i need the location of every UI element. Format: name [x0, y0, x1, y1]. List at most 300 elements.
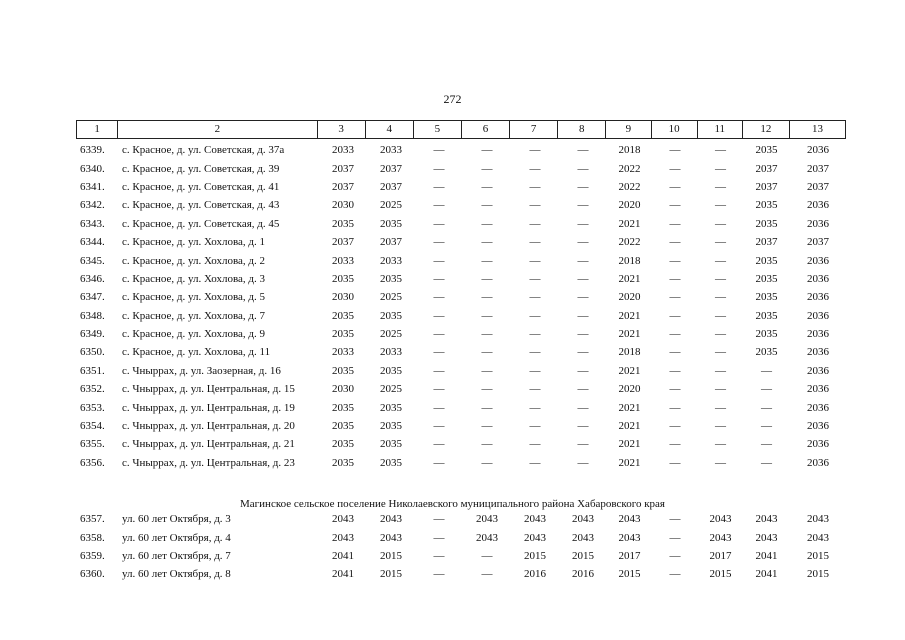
year-cell: —	[481, 346, 493, 359]
year-cell: —	[577, 346, 589, 359]
year-cell: 2033	[332, 144, 354, 157]
year-cell: —	[433, 291, 445, 304]
table-row	[76, 510, 846, 528]
year-cell: 2036	[807, 309, 829, 322]
year-cell: 2018	[618, 346, 641, 359]
year-cell: —	[577, 217, 589, 230]
year-cell: —	[669, 328, 681, 341]
year-cell: 2037	[755, 236, 778, 249]
column-header-6: 6	[461, 121, 509, 138]
year-cell: 2033	[332, 346, 354, 359]
year-cell: —	[481, 438, 493, 451]
year-cell: 2037	[332, 236, 354, 249]
year-cell: 2043	[332, 531, 354, 544]
year-cell: —	[761, 456, 772, 469]
year-cell: —	[529, 420, 541, 433]
year-cell: 2037	[380, 162, 402, 175]
table-row	[76, 159, 846, 177]
year-cell: —	[433, 144, 445, 157]
address-cell: с. Чныррах, д. ул. Заозерная, д. 16	[122, 364, 281, 377]
row-number: 6356.	[80, 456, 105, 469]
row-number: 6352.	[80, 383, 105, 396]
year-cell: —	[529, 291, 541, 304]
section-title: Магинское сельское поселение Николаевского муниципального района Хабаровского края	[240, 498, 665, 510]
year-cell: 2035	[380, 456, 402, 469]
year-cell: 2021	[618, 272, 641, 285]
year-cell: —	[481, 254, 493, 267]
year-cell: —	[577, 438, 589, 451]
table-row	[76, 215, 846, 233]
row-number: 6339.	[80, 144, 105, 157]
year-cell: —	[577, 180, 589, 193]
year-cell: —	[529, 236, 541, 249]
table-row	[76, 454, 846, 472]
year-cell: —	[715, 328, 726, 341]
year-cell: —	[577, 456, 589, 469]
year-cell: —	[529, 328, 541, 341]
address-cell: ул. 60 лет Октября, д. 3	[122, 513, 231, 526]
table-row	[76, 325, 846, 343]
year-cell: 2035	[755, 217, 778, 230]
row-number: 6358.	[80, 531, 105, 544]
row-number: 6353.	[80, 401, 105, 414]
year-cell: —	[529, 401, 541, 414]
year-cell: 2036	[807, 364, 829, 377]
year-cell: 2035	[332, 438, 354, 451]
year-cell: —	[481, 199, 493, 212]
column-header-12: 12	[742, 121, 789, 138]
year-cell: 2043	[807, 531, 829, 544]
year-cell: —	[481, 549, 493, 562]
row-number: 6359.	[80, 549, 105, 562]
address-cell: с. Красное, д. ул. Хохлова, д. 3	[122, 272, 265, 285]
year-cell: —	[715, 364, 726, 377]
year-cell: —	[669, 309, 681, 322]
year-cell: —	[761, 438, 772, 451]
year-cell: 2043	[572, 513, 594, 526]
year-cell: 2017	[709, 549, 732, 562]
year-cell: —	[669, 513, 681, 526]
year-cell: —	[481, 401, 493, 414]
year-cell: 2030	[332, 199, 354, 212]
year-cell: —	[577, 291, 589, 304]
year-cell: —	[669, 346, 681, 359]
table-row	[76, 528, 846, 546]
year-cell: 2043	[755, 513, 778, 526]
year-cell: —	[715, 291, 726, 304]
table-row	[76, 362, 846, 380]
year-cell: —	[529, 438, 541, 451]
year-cell: 2043	[332, 513, 354, 526]
year-cell: —	[433, 420, 445, 433]
year-cell: 2036	[807, 272, 829, 285]
year-cell: —	[669, 568, 681, 581]
year-cell: 2035	[755, 272, 778, 285]
address-cell: с. Красное, д. ул. Хохлова, д. 5	[122, 291, 265, 304]
year-cell: 2035	[755, 254, 778, 267]
year-cell: 2043	[572, 531, 594, 544]
year-cell: —	[433, 217, 445, 230]
year-cell: 2018	[618, 144, 641, 157]
year-cell: —	[761, 401, 772, 414]
year-cell: —	[433, 199, 445, 212]
year-cell: —	[433, 364, 445, 377]
year-cell: —	[433, 328, 445, 341]
year-cell: —	[669, 217, 681, 230]
year-cell: 2035	[332, 420, 354, 433]
year-cell: 2035	[332, 401, 354, 414]
year-cell: —	[577, 420, 589, 433]
year-cell: —	[433, 254, 445, 267]
address-cell: с. Красное, д. ул. Советская, д. 41	[122, 180, 280, 193]
year-cell: —	[669, 401, 681, 414]
year-cell: —	[715, 180, 726, 193]
year-cell: 2035	[332, 217, 354, 230]
table-row	[76, 270, 846, 288]
year-cell: 2037	[807, 236, 829, 249]
row-number: 6342.	[80, 199, 105, 212]
year-cell: —	[529, 346, 541, 359]
table-row	[76, 196, 846, 214]
row-number: 6346.	[80, 272, 105, 285]
address-cell: ул. 60 лет Октября, д. 7	[122, 549, 231, 562]
year-cell: —	[433, 162, 445, 175]
year-cell: —	[577, 328, 589, 341]
year-cell: —	[481, 456, 493, 469]
year-cell: 2035	[380, 401, 402, 414]
year-cell: —	[577, 199, 589, 212]
column-header-5: 5	[413, 121, 461, 138]
year-cell: —	[529, 144, 541, 157]
year-cell: 2036	[807, 217, 829, 230]
year-cell: —	[761, 364, 772, 377]
year-cell: 2030	[332, 291, 354, 304]
year-cell: —	[715, 272, 726, 285]
year-cell: —	[715, 309, 726, 322]
year-cell: 2041	[755, 568, 778, 581]
table-row	[76, 178, 846, 196]
row-number: 6347.	[80, 291, 105, 304]
year-cell: 2035	[380, 309, 402, 322]
column-header-10: 10	[651, 121, 697, 138]
year-cell: 2035	[755, 291, 778, 304]
year-cell: 2033	[380, 346, 402, 359]
year-cell: 2043	[380, 513, 402, 526]
address-cell: с. Красное, д. ул. Хохлова, д. 11	[122, 346, 271, 359]
year-cell: —	[433, 438, 445, 451]
year-cell: —	[529, 180, 541, 193]
year-cell: —	[481, 383, 493, 396]
year-cell: —	[433, 180, 445, 193]
year-cell: 2036	[807, 291, 829, 304]
year-cell: 2025	[380, 291, 402, 304]
row-number: 6349.	[80, 328, 105, 341]
year-cell: 2022	[618, 236, 641, 249]
year-cell: —	[481, 144, 493, 157]
table-row	[76, 343, 846, 361]
year-cell: 2033	[380, 254, 402, 267]
year-cell: 2015	[709, 568, 732, 581]
year-cell: 2043	[476, 531, 498, 544]
row-number: 6355.	[80, 438, 105, 451]
address-cell: с. Красное, д. ул. Советская, д. 45	[122, 217, 280, 230]
year-cell: 2035	[755, 328, 778, 341]
year-cell: 2020	[618, 199, 641, 212]
year-cell: 2036	[807, 438, 829, 451]
page-number: 272	[443, 92, 462, 106]
year-cell: —	[715, 217, 726, 230]
year-cell: —	[715, 199, 726, 212]
year-cell: 2033	[380, 144, 402, 157]
year-cell: —	[761, 383, 772, 396]
year-cell: —	[529, 217, 541, 230]
year-cell: 2037	[332, 162, 354, 175]
column-header-8: 8	[557, 121, 605, 138]
year-cell: —	[577, 162, 589, 175]
year-cell: —	[669, 531, 681, 544]
year-cell: 2035	[332, 309, 354, 322]
year-cell: 2020	[618, 383, 641, 396]
table-row	[76, 251, 846, 269]
year-cell: 2036	[807, 346, 829, 359]
address-cell: с. Красное, д. ул. Советская, д. 39	[122, 162, 280, 175]
year-cell: —	[715, 401, 726, 414]
year-cell: —	[577, 383, 589, 396]
address-cell: ул. 60 лет Октября, д. 4	[122, 531, 231, 544]
year-cell: 2036	[807, 199, 829, 212]
table-body-second	[76, 510, 846, 584]
year-cell: 2036	[807, 456, 829, 469]
year-cell: —	[433, 272, 445, 285]
table-row	[76, 307, 846, 325]
year-cell: —	[669, 364, 681, 377]
year-cell: —	[433, 549, 445, 562]
year-cell: 2037	[807, 180, 829, 193]
year-cell: 2036	[807, 383, 829, 396]
row-number: 6341.	[80, 180, 105, 193]
year-cell: 2035	[755, 144, 778, 157]
year-cell: —	[669, 383, 681, 396]
table-row	[76, 233, 846, 251]
year-cell: 2035	[755, 199, 778, 212]
year-cell: 2021	[618, 438, 641, 451]
year-cell: 2043	[709, 531, 732, 544]
table-row	[76, 288, 846, 306]
year-cell: —	[715, 144, 726, 157]
year-cell: 2021	[618, 309, 641, 322]
year-cell: —	[669, 254, 681, 267]
year-cell: 2035	[755, 309, 778, 322]
year-cell: —	[433, 309, 445, 322]
column-header-1: 1	[94, 123, 100, 135]
table-row	[76, 398, 846, 416]
year-cell: 2035	[380, 364, 402, 377]
year-cell: 2035	[380, 272, 402, 285]
year-cell: —	[669, 272, 681, 285]
year-cell: —	[669, 420, 681, 433]
year-cell: 2043	[618, 513, 641, 526]
address-cell: с. Чныррах, д. ул. Центральная, д. 20	[122, 420, 295, 433]
address-cell: с. Красное, д. ул. Хохлова, д. 9	[122, 328, 265, 341]
address-cell: с. Красное, д. ул. Хохлова, д. 7	[122, 309, 265, 322]
year-cell: 2037	[380, 180, 402, 193]
year-cell: —	[715, 438, 726, 451]
year-cell: 2015	[618, 568, 641, 581]
year-cell: 2020	[618, 291, 641, 304]
year-cell: —	[715, 254, 726, 267]
address-cell: ул. 60 лет Октября, д. 8	[122, 568, 231, 581]
year-cell: 2015	[524, 549, 546, 562]
address-cell: с. Чныррах, д. ул. Центральная, д. 15	[122, 383, 295, 396]
year-cell: 2016	[524, 568, 546, 581]
year-cell: —	[481, 420, 493, 433]
year-cell: 2021	[618, 401, 641, 414]
year-cell: 2035	[380, 217, 402, 230]
address-cell: с. Красное, д. ул. Хохлова, д. 2	[122, 254, 265, 267]
year-cell: 2035	[380, 438, 402, 451]
year-cell: —	[433, 513, 445, 526]
year-cell: 2015	[572, 549, 594, 562]
year-cell: —	[529, 199, 541, 212]
year-cell: 2021	[618, 456, 641, 469]
year-cell: —	[433, 568, 445, 581]
column-header-4: 4	[365, 121, 413, 138]
column-header-11: 11	[697, 121, 742, 138]
year-cell: 2037	[332, 180, 354, 193]
year-cell: —	[669, 236, 681, 249]
year-cell: 2021	[618, 420, 641, 433]
year-cell: —	[669, 438, 681, 451]
year-cell: —	[669, 144, 681, 157]
year-cell: 2043	[524, 513, 546, 526]
year-cell: 2043	[807, 513, 829, 526]
year-cell: 2022	[618, 162, 641, 175]
row-number: 6343.	[80, 217, 105, 230]
year-cell: —	[481, 217, 493, 230]
year-cell: —	[715, 383, 726, 396]
year-cell: 2015	[807, 549, 829, 562]
year-cell: 2017	[618, 549, 641, 562]
year-cell: —	[529, 272, 541, 285]
year-cell: 2025	[380, 199, 402, 212]
address-cell: с. Красное, д. ул. Хохлова, д. 1	[122, 236, 265, 249]
year-cell: 2037	[755, 180, 778, 193]
year-cell: 2036	[807, 144, 829, 157]
year-cell: —	[577, 236, 589, 249]
year-cell: 2041	[755, 549, 778, 562]
row-number: 6348.	[80, 309, 105, 322]
year-cell: 2016	[572, 568, 594, 581]
year-cell: 2036	[807, 254, 829, 267]
year-cell: —	[715, 162, 726, 175]
address-cell: с. Чныррах, д. ул. Центральная, д. 19	[122, 401, 295, 414]
row-number: 6350.	[80, 346, 105, 359]
year-cell: 2021	[618, 217, 641, 230]
year-cell: 2036	[807, 328, 829, 341]
year-cell: —	[669, 291, 681, 304]
row-number: 6360.	[80, 568, 105, 581]
year-cell: —	[433, 383, 445, 396]
row-number: 6340.	[80, 162, 105, 175]
column-header-13: 13	[789, 121, 845, 138]
year-cell: 2043	[618, 531, 641, 544]
year-cell: —	[529, 309, 541, 322]
year-cell: 2021	[618, 328, 641, 341]
year-cell: 2037	[380, 236, 402, 249]
year-cell: —	[577, 309, 589, 322]
column-header-3: 3	[317, 121, 365, 138]
year-cell: —	[433, 456, 445, 469]
year-cell: —	[761, 420, 772, 433]
year-cell: —	[669, 180, 681, 193]
year-cell: 2025	[380, 383, 402, 396]
year-cell: 2043	[476, 513, 498, 526]
year-cell: —	[577, 144, 589, 157]
year-cell: —	[481, 364, 493, 377]
table-row	[76, 380, 846, 398]
year-cell: —	[577, 254, 589, 267]
year-cell: —	[669, 549, 681, 562]
year-cell: 2043	[755, 531, 778, 544]
row-number: 6344.	[80, 236, 105, 249]
year-cell: 2015	[807, 568, 829, 581]
year-cell: —	[433, 346, 445, 359]
year-cell: —	[481, 272, 493, 285]
table-row	[76, 417, 846, 435]
year-cell: —	[577, 401, 589, 414]
year-cell: 2041	[332, 568, 354, 581]
row-number: 6351.	[80, 364, 105, 377]
year-cell: —	[433, 401, 445, 414]
year-cell: 2035	[755, 346, 778, 359]
year-cell: —	[669, 456, 681, 469]
year-cell: —	[715, 456, 726, 469]
year-cell: —	[481, 291, 493, 304]
year-cell: 2043	[524, 531, 546, 544]
year-cell: —	[669, 162, 681, 175]
year-cell: —	[529, 162, 541, 175]
row-number: 6357.	[80, 513, 105, 526]
column-header-9: 9	[605, 121, 650, 138]
table-header	[76, 120, 846, 139]
year-cell: 2035	[332, 364, 354, 377]
address-cell: с. Красное, д. ул. Советская, д. 43	[122, 199, 280, 212]
year-cell: —	[577, 272, 589, 285]
year-cell: 2025	[380, 328, 402, 341]
year-cell: 2043	[380, 531, 402, 544]
year-cell: —	[577, 364, 589, 377]
year-cell: —	[433, 531, 445, 544]
year-cell: 2022	[618, 180, 641, 193]
year-cell: —	[481, 162, 493, 175]
year-cell: 2015	[380, 568, 402, 581]
address-cell: с. Чныррах, д. ул. Центральная, д. 21	[122, 438, 295, 451]
year-cell: 2035	[380, 420, 402, 433]
column-header-2: 2	[117, 121, 316, 138]
year-cell: —	[715, 420, 726, 433]
year-cell: 2037	[807, 162, 829, 175]
year-cell: 2037	[755, 162, 778, 175]
year-cell: —	[433, 236, 445, 249]
column-header-7: 7	[509, 121, 557, 138]
year-cell: 2030	[332, 383, 354, 396]
year-cell: —	[481, 568, 493, 581]
year-cell: 2035	[332, 328, 354, 341]
year-cell: 2018	[618, 254, 641, 267]
year-cell: —	[481, 328, 493, 341]
year-cell: —	[481, 309, 493, 322]
year-cell: —	[529, 254, 541, 267]
